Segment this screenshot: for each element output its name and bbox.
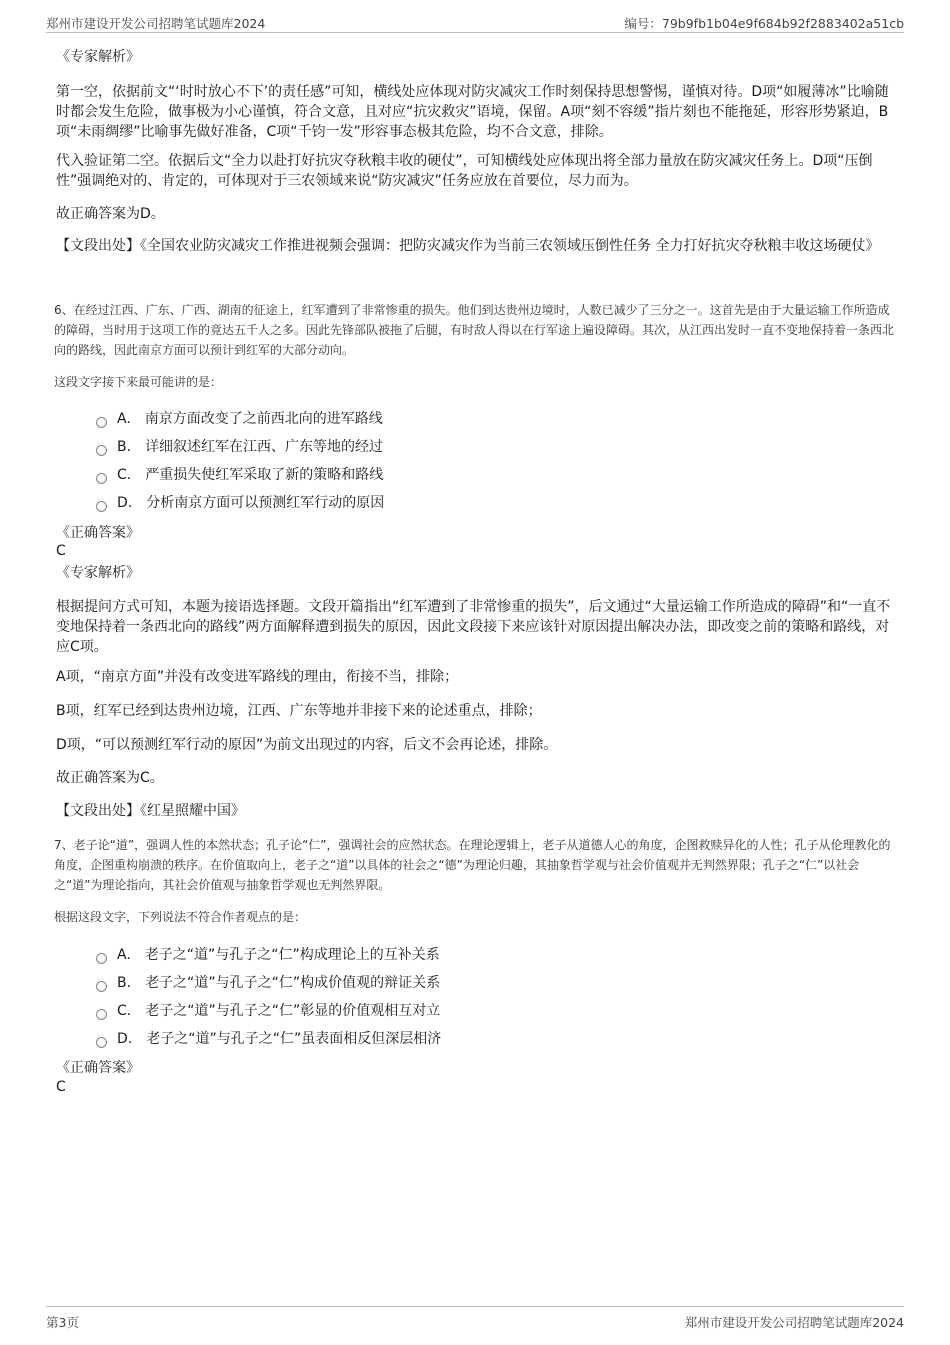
q6-answer: C [56, 543, 66, 559]
page-header [46, 12, 904, 33]
q6-option-c[interactable]: C. 严重损失使红军采取了新的策略和路线 [96, 461, 384, 489]
q7-text: 7、老子论“道”，强调人性的本然状态；孔子论“仁”，强调社会的应然状态。在理论逻辑上，老子从道德人心的角度，企图救赎异化的人性；孔子从伦理教化的角度，企图重构崩溃的秩序。在价值取向上，老子之“道”以具体的社会之“德”为理论归趣，其抽象哲学观与社会价值观并无判然界限；孔子之“仁”以社会之“道”为理论指向，其社会价值观与抽象哲学观也无判然界限。 [54, 838, 891, 892]
radio-icon[interactable] [96, 1037, 107, 1048]
q5-answer-statement: 故正确答案为D。 [56, 206, 165, 222]
q6-analysis-p3: B项，红军已经到达贵州边境，江西、广东等地并非接下来的论述重点，排除； [56, 703, 542, 719]
q6-options [96, 405, 384, 517]
q6-option-a[interactable]: A. 南京方面改变了之前西北向的进军路线 [96, 405, 384, 433]
radio-icon[interactable] [96, 1009, 107, 1020]
page-number: 第3页 [46, 1315, 79, 1330]
q7-answer: C [56, 1079, 66, 1095]
q7-option-c[interactable]: C. 老子之“道”与孔子之“仁”彰显的价值观相互对立 [96, 997, 441, 1025]
q6-option-d[interactable]: D. 分析南京方面可以预测红军行动的原因 [96, 489, 384, 517]
q7-option-b[interactable]: B. 老子之“道”与孔子之“仁”构成价值观的辩证关系 [96, 969, 441, 997]
header-title: 郑州市建设开发公司招聘笔试题库2024 [46, 16, 266, 31]
q6-answer-statement: 故正确答案为C。 [56, 770, 164, 786]
radio-icon[interactable] [96, 417, 107, 428]
q6-text: 6、在经过江西、广东、广西、湖南的征途上，红军遭到了非常惨重的损失。他们到达贵州边境时，人数已减少了三分之一。这首先是由于大量运输工作所造成的障碍，当时用于这项工作的竟达五千人之多。因此先锋部队被拖了后腿，有时敌人得以在行军途上遍设障碍。其次，从江西出发时一直不变地保持着一条西北向的路线，因此南京方面可以预计到红军的大部分动向。 [54, 303, 895, 357]
q7-options [96, 941, 441, 1053]
q7-option-d[interactable]: D. 老子之“道”与孔子之“仁”虽表面相反但深层相济 [96, 1025, 441, 1053]
q5-analysis-p1: 第一空，依据前文“‘时时放心不下’的责任感”可知，横线处应体现对防灾减灾工作时刻保持思想警惕，谨慎对待。D项“如履薄冰”比喻随时都会发生危险，做事极为小心谨慎，符合文意，且对应“抗灾救灾”语境，保留。A项“刻不容缓”指片刻也不能拖延，形容形势紧迫，B项“未雨绸缪”比喻事先做好准备，C项“千钧一发”形容事态极其危险，均不合文意，排除。 [56, 84, 889, 140]
page-footer [46, 1306, 904, 1333]
header-doc-id: 编号：79b9fb1b04e9f684b92f2883402a51cb [624, 16, 904, 31]
q5-source: 【文段出处】《全国农业防灾减灾工作推进视频会强调：把防灾减灾作为当前三农领域压倒性任务 全力打好抗灾夺秋粮丰收这场硬仗》 [56, 238, 880, 254]
q6-analysis-p1: 根据提问方式可知，本题为接语选择题。文段开篇指出“红军遭到了非常惨重的损失”，后文通过“大量运输工作所造成的障碍”和“一直不变地保持着一条西北向的路线”两方面解释遭到损失的原因，因此文段接下来应该针对原因提出解决办法，即改变之前的策略和路线，对应C项。 [56, 599, 891, 655]
q7-answer-label: 《正确答案》 [56, 1060, 140, 1076]
radio-icon[interactable] [96, 501, 107, 512]
radio-icon[interactable] [96, 953, 107, 964]
q7-prompt: 根据这段文字，下列说法不符合作者观点的是： [54, 910, 307, 924]
q6-analysis-label: 《专家解析》 [56, 565, 140, 581]
q6-option-b[interactable]: B. 详细叙述红军在江西、广东等地的经过 [96, 433, 384, 461]
q6-prompt: 这段文字接下来最可能讲的是： [54, 375, 223, 389]
q6-answer-label: 《正确答案》 [56, 525, 140, 541]
q6-analysis-p2: A项，“南京方面”并没有改变进军路线的理由，衔接不当，排除； [56, 669, 459, 685]
radio-icon[interactable] [96, 981, 107, 992]
q5-analysis-label: 《专家解析》 [56, 49, 140, 65]
q6-source: 【文段出处】《红星照耀中国》 [56, 803, 245, 819]
radio-icon[interactable] [96, 473, 107, 484]
q5-analysis-p2: 代入验证第二空。依据后文“全力以赴打好抗灾夺秋粮丰收的硬仗”，可知横线处应体现出将全部力量放在防灾减灾任务上。D项“压倒性”强调绝对的、肯定的，可体现对于三农领域来说“防灾减灾”任务应放在首要位，尽力而为。 [56, 153, 873, 189]
q7-option-a[interactable]: A. 老子之“道”与孔子之“仁”构成理论上的互补关系 [96, 941, 441, 969]
q6-analysis-p4: D项，“可以预测红军行动的原因”为前文出现过的内容，后文不会再论述，排除。 [56, 737, 558, 753]
radio-icon[interactable] [96, 445, 107, 456]
footer-title: 郑州市建设开发公司招聘笔试题库2024 [684, 1315, 904, 1330]
